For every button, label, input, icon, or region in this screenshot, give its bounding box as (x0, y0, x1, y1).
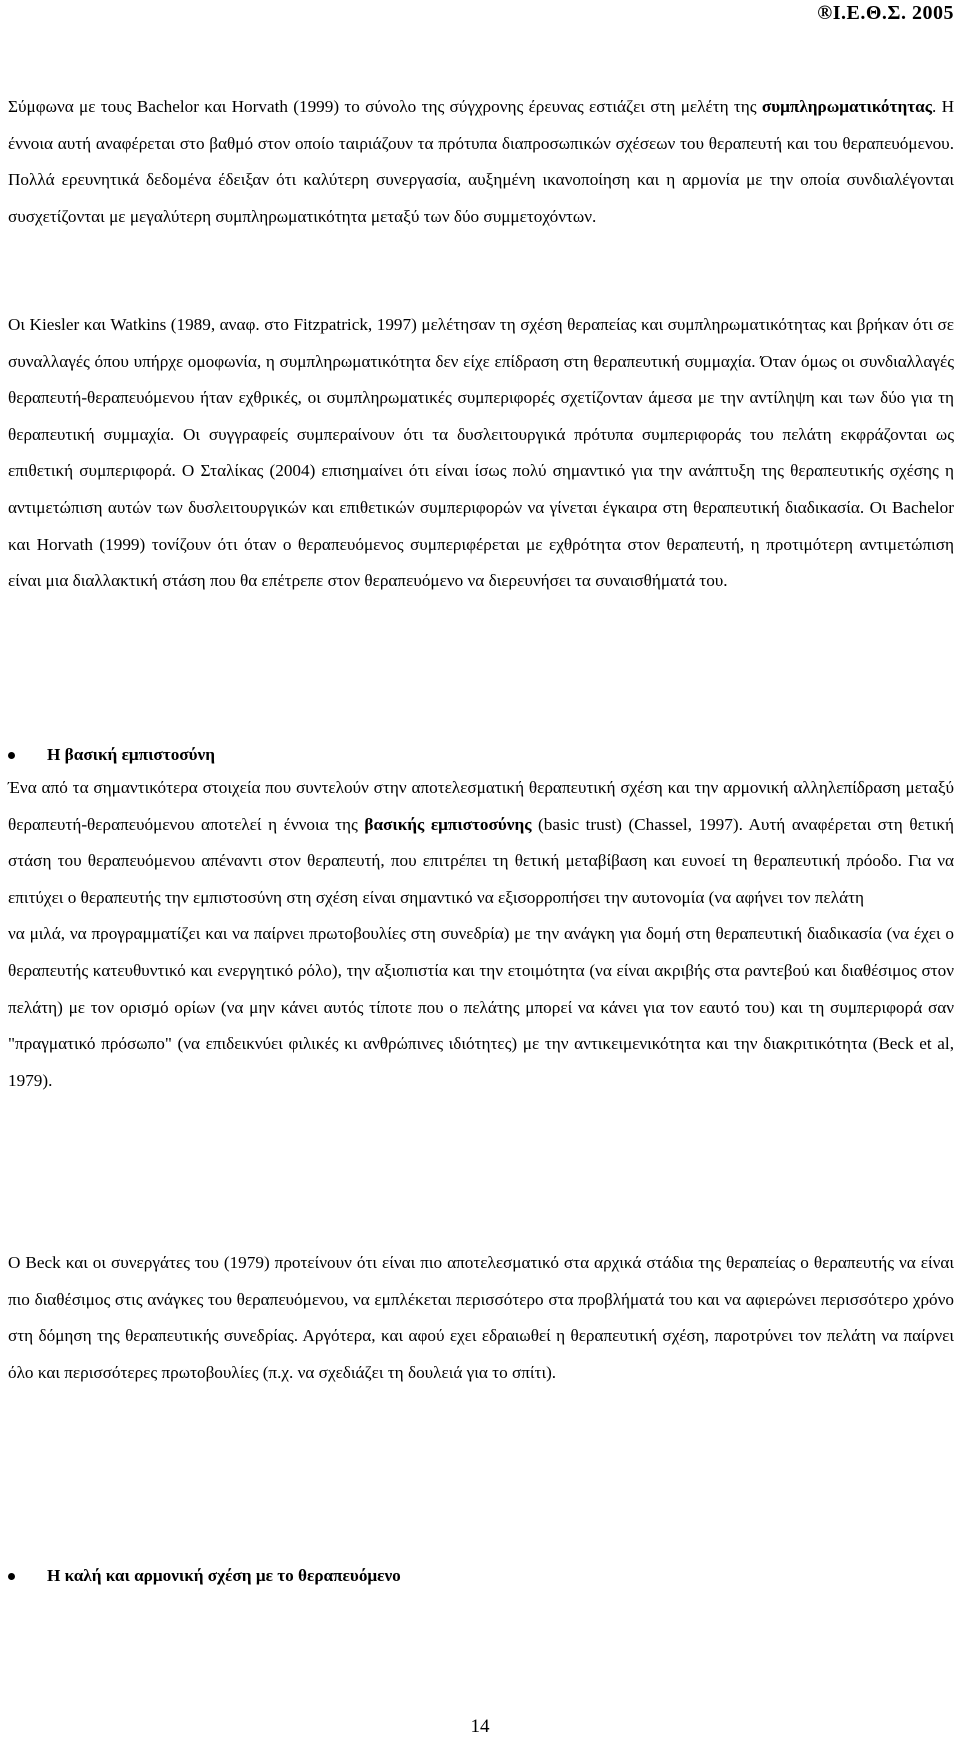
page-number: 14 (470, 1716, 490, 1737)
bullet-heading-text: Η βασική εμπιστοσύνη (47, 745, 215, 764)
paragraph-text: Σύμφωνα με τους Bachelor και Horvath (1999) το σύνολο της σύγχρονης έρευνας εστιάζει στη μελέτη της (8, 97, 762, 116)
bullet-heading-text: Η καλή και αρμονική σχέση με το θεραπευόμενο (47, 1566, 401, 1585)
paragraph-text: να μιλά, να προγραμματίζει και να παίρνει πρωτοβουλίες στη συνεδρία) με την ανάγκη για δομή στη θεραπευτική διαδικασία (να έχει ο θεραπευτής κατευθυντικό και ενεργητικό ρόλο), την αξιοπιστία και την ετοιμότητα (να είναι ακριβής στα ραντεβού και διαθέσιμος στον πελάτη) με τον ορισμό ορίων (να μην κάνει αυτός τίποτε που ο πελάτης μπορεί να κάνει για τον εαυτό του) και τη συμπεριφορά σαν "πραγματικό πρόσωπο" (να επιδεικνύει φιλικές κι ανθρώπινες ιδιότητες) με την αντικειμενικότητα και την διακριτικότητα (Beck et al, 1979). (8, 924, 954, 1090)
bullet-icon (8, 1573, 15, 1580)
paragraph-text: . Η έννοια αυτή αναφέρεται στο βαθμό στον οποίο ταιριάζουν τα πρότυπα διαπροσωπικών σχέσεων του θεραπευτή και του θεραπευόμενου. Πολλά ερευνητικά δεδομένα έδειξαν ότι καλύτερη συνεργασία, αυξημένη ικανοποίηση και η αρμονία με την οποία συνδιαλέγονται συσχετίζονται με μεγαλύτερη συμπληρωματικότητα μεταξύ των δύο συμμετοχόντων. (8, 97, 954, 226)
paragraph-text: (basic trust) (Chassel, 1997). Αυτή αναφέρεται στη θετική στάση του θεραπευόμενου απέναντι στον θεραπευτή, που επιτρέπει τη θετική μεταβίβαση και ευνοεί τη θεραπευτική πρόοδο. Για να επιτύχει ο θεραπευτής την εμπιστοσύνη στη σχέση είναι σημαντικό να εξισορροπήσει την αυτονομία (να αφήνει τον πελάτη (8, 814, 954, 907)
page-header: ®Ι.Ε.Θ.Σ. 2005 (817, 2, 954, 24)
paragraph-kiesler-watkins: Οι Kiesler και Watkins (1989, αναφ. στο Fitzpatrick, 1997) μελέτησαν τη σχέση θεραπείας και συμπληρωματικότητας και βρήκαν ότι σε συναλλαγές όπου υπήρχε ομοφωνία, η συμπληρωματικότητα δεν είχε επίδραση στη θεραπευτική συμμαχία. Όταν όμως οι συνδιαλλαγές θεραπευτή-θεραπευόμενου ήταν εχθρικές, οι συμπληρωματικές συμπεριφορές σχετίζονταν άμεσα με την αντίληψη και των δύο για τη θεραπευτική συμμαχία. Οι συγγραφείς συμπεραίνουν ότι τα δυσλειτουργικά πρότυπα συμπεριφοράς του πελάτη εκφράζονται ως επιθετική συμπεριφορά. Ο Σταλίκας (2004) επισημαίνει ότι είναι ίσως πολύ σημαντικό για την ανάπτυξη της θεραπευτικής σχέσης η αντιμετώπιση αυτών των δυσλειτουργικών και επιθετικών συμπεριφορών να γίνεται έγκαιρα στη θεραπευτική διαδικασία. Οι Bachelor και Horvath (1999) τονίζουν ότι όταν ο θεραπευόμενος συμπεριφέρεται με εχθρότητα στον θεραπευτή, η προτιμότερη αντιμετώπιση είναι μια διαλλακτική στάση που θα επέτρεπε στον θεραπευόμενο να διερευνήσει τα συναισθήματά του. (8, 315, 954, 591)
paragraph-complementarity (8, 89, 954, 235)
bold-term: συμπληρωματικότητας (761, 97, 932, 116)
bullet-icon (8, 752, 15, 759)
paragraph-basic-trust (8, 770, 954, 1099)
paragraph-beck: Ο Beck και οι συνεργάτες του (1979) προτείνουν ότι είναι πιο αποτελεσματικό στα αρχικά στάδια της θεραπείας ο θεραπευτής να είναι πιο διαθέσιμος στις ανάγκες του θεραπευόμενου, να εμπλέκεται περισσότερο στα προβλήματά του και να αφιερώνει περισσότερο χρόνο στη δόμηση της θεραπευτικής συνεδρίας. Αργότερα, και αφού εχει εδραιωθεί η θεραπευτική σχέση, παροτρύνει τον πελάτη να παίρνει όλο και περισσότερες πρωτοβουλίες (π.χ. να σχεδιάζει τη δουλειά για το σπίτι). (8, 1253, 954, 1382)
paragraph-text: Ένα από τα σημαντικότερα στοιχεία που συντελούν στην αποτελεσματική θεραπευτική σχέση και την αρμονική αλληλεπίδραση μεταξύ θεραπευτή-θεραπευόμενου αποτελεί η έννοια της (8, 778, 954, 834)
bold-term: βασικής εμπιστοσύνης (364, 814, 532, 834)
